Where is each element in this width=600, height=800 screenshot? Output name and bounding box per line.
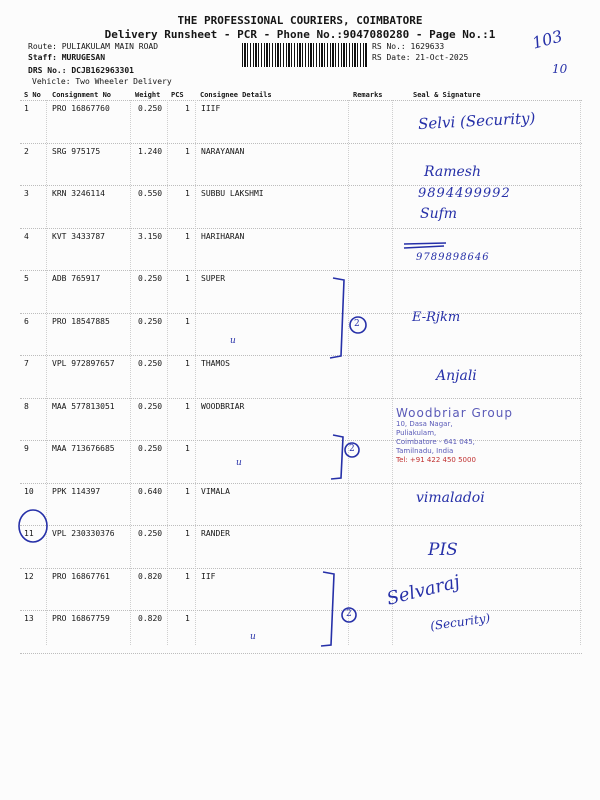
cell-sno: 6 — [24, 316, 29, 326]
tick-mark: u — [236, 458, 242, 468]
signature-row-1: Selvi (Security) — [417, 108, 536, 134]
stamp-line: 10, Dasa Nagar, — [396, 420, 453, 428]
signature-row-13: (Security) — [429, 610, 491, 634]
stamp-line: Tamilnadu, India — [396, 447, 454, 455]
cell-consignee: SUBBU LAKSHMI — [201, 189, 264, 198]
cell-sno: 7 — [24, 359, 29, 368]
cell-consignment: MAA 713676685 — [52, 444, 115, 453]
tick-mark: u — [230, 336, 236, 346]
stamp-line: Tel: +91 422 450 5000 — [396, 456, 476, 464]
col-header-pcs: PCS — [171, 91, 184, 99]
remark-bracket — [331, 435, 343, 479]
cell-weight: 0.550 — [138, 189, 163, 198]
cell-consignment: VPL 230330376 — [52, 529, 115, 538]
staff: Staff: MURUGESAN — [28, 53, 106, 62]
signature-row-10: vimaladoi — [416, 490, 485, 506]
cell-consignment: PRO 16867760 — [52, 104, 110, 113]
cell-pcs: 1 — [185, 316, 190, 326]
runsheet-title: Delivery Runsheet - PCR - Phone No.:9047080280 - Page No.:1 — [104, 28, 496, 41]
cell-weight: 0.250 — [138, 316, 163, 326]
cell-weight: 0.250 — [138, 359, 163, 368]
cell-consignee: SUPER — [201, 274, 226, 283]
cell-consignee: WOODBRIAR — [201, 401, 245, 411]
cell-sno: 8 — [24, 401, 29, 411]
cell-pcs: 1 — [185, 486, 190, 496]
signature-row-6: E-Rjkm — [412, 310, 461, 325]
cell-sno: 10 — [24, 486, 34, 496]
drs-number: DRS No.: DCJB162963301 — [28, 66, 134, 75]
corner-note-top: 103 — [530, 26, 565, 53]
cell-pcs: 1 — [185, 359, 190, 368]
cell-consignment: ADB 765917 — [52, 274, 101, 283]
cell-weight: 0.250 — [138, 529, 163, 538]
cell-pcs: 1 — [185, 444, 190, 453]
strikeout-mark — [404, 246, 444, 248]
remark-bracket — [330, 278, 344, 358]
signature-row-12: Selvaraj — [384, 571, 462, 610]
col-header-weight: Weight — [135, 91, 161, 99]
stamp-name: Woodbriar Group — [396, 406, 513, 420]
signature-row-3-name: Ramesh — [424, 164, 481, 180]
remark-count: 2 — [346, 609, 352, 619]
cell-pcs: 1 — [185, 614, 190, 623]
cell-consignment: VPL 972897657 — [52, 359, 115, 368]
company-name: THE PROFESSIONAL COURIERS, COIMBATORE — [177, 14, 423, 27]
cell-pcs: 1 — [185, 231, 190, 241]
signature-row-3-sign: Sufm — [420, 206, 458, 222]
stamp-line: Puliakulam, — [396, 429, 437, 437]
col-header-consignee: Consignee Details — [200, 91, 272, 99]
company-stamp — [396, 406, 536, 465]
cell-weight: 0.250 — [138, 274, 163, 283]
cell-consignee: IIF — [201, 571, 216, 581]
cell-pcs: 1 — [185, 189, 190, 198]
rs-number: RS No.: 1629633 — [372, 42, 445, 51]
cell-pcs: 1 — [185, 274, 190, 283]
remark-count: 2 — [349, 444, 355, 454]
cell-weight: 0.640 — [138, 486, 163, 496]
col-header-sno: S No — [24, 91, 41, 99]
cell-sno: 5 — [24, 274, 29, 283]
cell-consignee: VIMALA — [201, 486, 230, 496]
cell-sno: 1 — [24, 104, 29, 113]
cell-consignment: SRG 975175 — [52, 146, 101, 156]
signature-row-7: Anjali — [436, 368, 477, 384]
signature-row-11: PIS — [428, 540, 458, 560]
remark-count: 2 — [354, 319, 360, 329]
cell-sno: 2 — [24, 146, 29, 156]
cell-weight: 0.820 — [138, 571, 163, 581]
remark-bracket — [321, 572, 334, 646]
cell-weight: 1.240 — [138, 146, 163, 156]
rs-date: RS Date: 21-Oct-2025 — [372, 53, 469, 62]
cell-consignee: IIIF — [201, 104, 221, 113]
cell-consignment: MAA 577813051 — [52, 401, 115, 411]
strikeout-mark — [404, 243, 446, 244]
signature-row-4-phone: 9789898646 — [416, 252, 490, 263]
signature-row-3-phone: 9894499992 — [418, 186, 511, 201]
col-header-remarks: Remarks — [353, 91, 383, 99]
corner-note-bottom: 10 — [552, 62, 568, 76]
cell-sno: 12 — [24, 571, 34, 581]
cell-consignee: HARIHARAN — [201, 231, 245, 241]
cell-weight: 0.250 — [138, 444, 163, 453]
cell-sno: 4 — [24, 231, 29, 241]
cell-consignment: PPK 114397 — [52, 486, 101, 496]
cell-consignment: PRO 16867759 — [52, 614, 110, 623]
cell-weight: 0.820 — [138, 614, 163, 623]
cell-sno: 13 — [24, 614, 34, 623]
cell-sno: 11 — [24, 529, 34, 538]
tick-mark: u — [250, 632, 256, 642]
cell-weight: 0.250 — [138, 104, 163, 113]
cell-consignee: RANDER — [201, 529, 230, 538]
cell-pcs: 1 — [185, 104, 190, 113]
cell-sno: 3 — [24, 189, 29, 198]
route: Route: PULIAKULAM MAIN ROAD — [28, 42, 159, 51]
cell-pcs: 1 — [185, 571, 190, 581]
vehicle: Vehicle: Two Wheeler Delivery — [32, 77, 172, 86]
cell-weight: 0.250 — [138, 401, 163, 411]
cell-consignment: KRN 3246114 — [52, 189, 105, 198]
cell-pcs: 1 — [185, 401, 190, 411]
cell-consignment: PRO 18547885 — [52, 316, 110, 326]
stamp-line: Coimbatore - 641 045, — [396, 438, 475, 446]
cell-pcs: 1 — [185, 529, 190, 538]
cell-consignee: THAMOS — [201, 359, 230, 368]
cell-pcs: 1 — [185, 146, 190, 156]
cell-consignee: NARAYANAN — [201, 146, 245, 156]
col-header-seal: Seal & Signature — [413, 91, 481, 99]
cell-weight: 3.150 — [138, 231, 163, 241]
cell-consignment: KVT 3433787 — [52, 231, 105, 241]
col-header-consignment: Consignment No — [52, 91, 112, 99]
serial-circle — [19, 510, 47, 542]
cell-consignment: PRO 16867761 — [52, 571, 110, 581]
cell-sno: 9 — [24, 444, 29, 453]
